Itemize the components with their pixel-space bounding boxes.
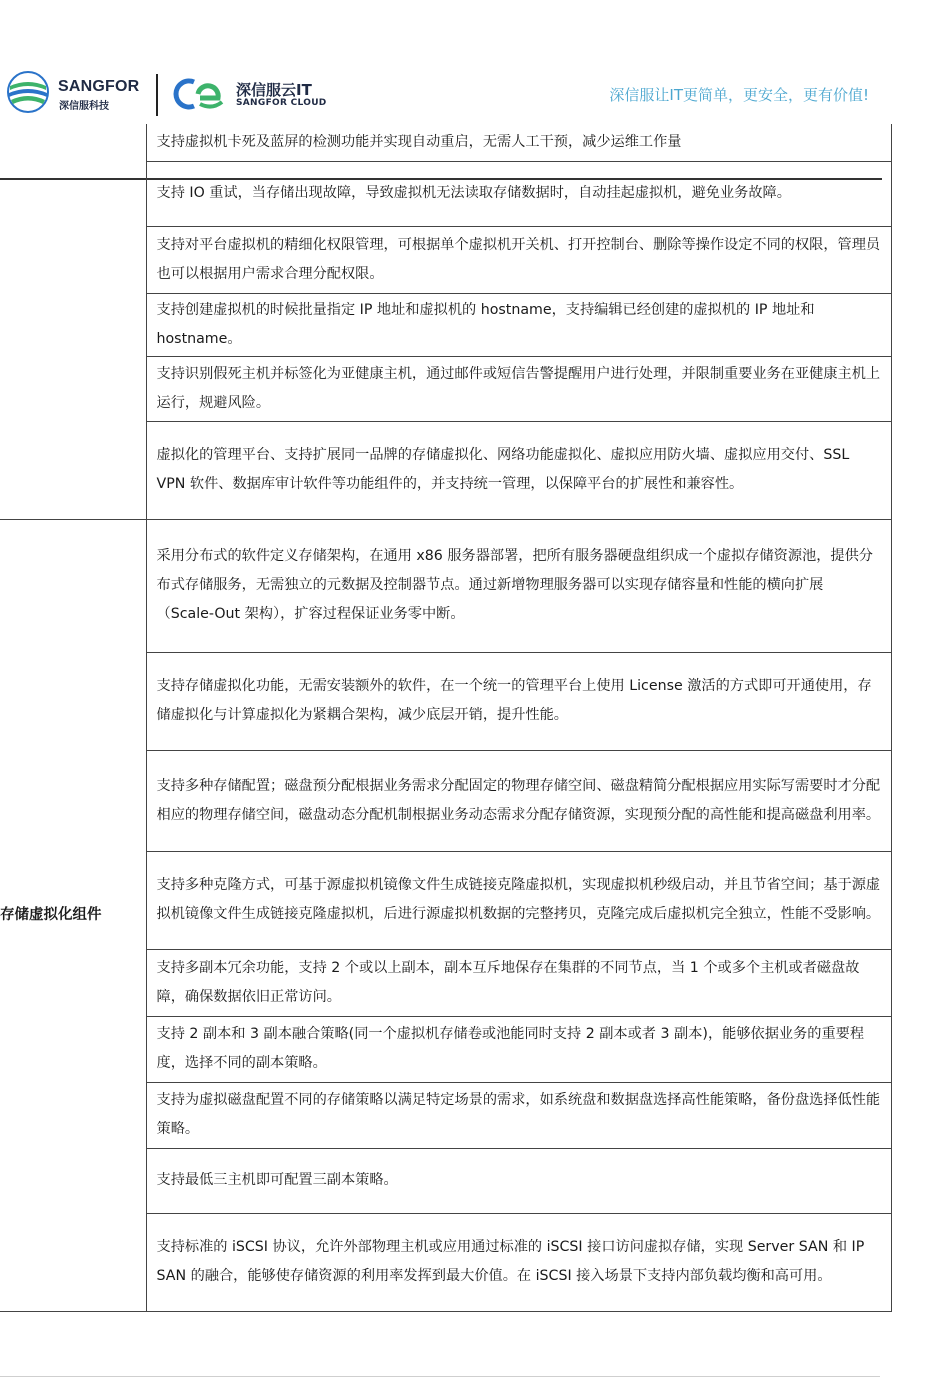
spec-cell: 支持多种克隆方式，可基于源虚拟机镜像文件生成链接克隆虚拟机，实现虚拟机秒级启动，并且节省空间；基于源虚拟机镜像文件生成链接克隆虚拟机，后进行源虚拟机数据的完整拷贝，克隆完成后虚拟机完全独立，性能不受影响。: [146, 851, 891, 949]
spec-cell: 支持创建虚拟机的时候批量指定 IP 地址和虚拟机的 hostname，支持编辑已经创建的虚拟机的 IP 地址和 hostname。: [146, 293, 891, 356]
spec-cell: 支持 IO 重试，当存储出现故障，导致虚拟机无法读取存储数据时，自动挂起虚拟机，避免业务故障。: [146, 161, 891, 226]
brand-cloud-name: 深信服云IT: [236, 81, 312, 99]
header-divider: [156, 74, 158, 116]
brand-sangfor-name: SANGFOR: [58, 78, 140, 95]
table-row: [0, 124, 891, 161]
spec-table: [0, 124, 892, 1312]
spec-cell: 支持多种存储配置；磁盘预分配根据业务需求分配固定的物理存储空间、磁盘精简分配根据应用实际写需要时才分配相应的物理存储空间，磁盘动态分配机制根据业务动态需求分配存储资源，实现预分配的高性能和提高磁盘利用率。: [146, 750, 891, 851]
spec-cell: 支持虚拟机卡死及蓝屏的检测功能并实现自动重启，无需人工干预，减少运维工作量: [146, 124, 891, 161]
spec-cell: 支持存储虚拟化功能，无需安装额外的软件，在一个统一的管理平台上使用 License 激活的方式即可开通使用，存储虚拟化与计算虚拟化为紧耦合架构，减少底层开销，提升性能。: [146, 652, 891, 750]
brand-cloud-sub: SANGFOR CLOUD: [236, 98, 327, 108]
footer-rule: [0, 1376, 880, 1377]
spec-cell: 采用分布式的软件定义存储架构，在通用 x86 服务器部署，把所有服务器硬盘组织成一个虚拟存储资源池，提供分布式存储服务，无需独立的元数据及控制器节点。通过新增物理服务器可以实现存储容量和性能的横向扩展（Scale-Out 架构），扩容过程保证业务零中断。: [146, 519, 891, 652]
spec-cell: 支持识别假死主机并标签化为亚健康主机，通过邮件或短信告警提醒用户进行处理，并限制重要业务在亚健康主机上运行，规避风险。: [146, 356, 891, 421]
spec-cell: 支持标准的 iSCSI 协议，允许外部物理主机或应用通过标准的 iSCSI 接口访问虚拟存储，实现 Server SAN 和 IP SAN 的融合，能够使存储资源的利用率发挥到最大价值。在 iSCSI 接入场景下支持内部负载均衡和高可用。: [146, 1213, 891, 1311]
spec-cell: 支持为虚拟磁盘配置不同的存储策略以满足特定场景的需求，如系统盘和数据盘选择高性能策略，备份盘选择低性能策略。: [146, 1082, 891, 1148]
spec-cell: 支持多副本冗余功能，支持 2 个或以上副本，副本互斥地保存在集群的不同节点，当 1 个或多个主机或者磁盘故障，确保数据依旧正常访问。: [146, 949, 891, 1016]
category-cell-group1: [0, 124, 146, 519]
sangfor-globe-icon: [6, 70, 50, 114]
table-row: [0, 519, 891, 652]
spec-cell: 支持最低三主机即可配置三副本策略。: [146, 1148, 891, 1213]
spec-cell: 虚拟化的管理平台、支持扩展同一品牌的存储虚拟化、网络功能虚拟化、虚拟应用防火墙、虚拟应用交付、SSL VPN 软件、数据库审计软件等功能组件的，并支持统一管理，以保障平台的扩展性和兼容性。: [146, 421, 891, 519]
header-slogan: 深信服让IT更简单，更安全，更有价值!: [609, 86, 869, 104]
spec-cell: 支持 2 副本和 3 副本融合策略(同一个虚拟机存储卷或池能同时支持 2 副本或者 3 副本)，能够依据业务的重要程度，选择不同的副本策略。: [146, 1016, 891, 1082]
sangfor-cloud-logo-icon: [172, 74, 230, 114]
spec-cell: 支持对平台虚拟机的精细化权限管理，可根据单个虚拟机开关机、打开控制台、删除等操作设定不同的权限，管理员也可以根据用户需求合理分配权限。: [146, 226, 891, 293]
category-cell-storage: 存储虚拟化组件: [0, 519, 146, 1311]
page-header: [0, 60, 931, 122]
brand-sangfor-sub: 深信服科技: [59, 101, 109, 112]
